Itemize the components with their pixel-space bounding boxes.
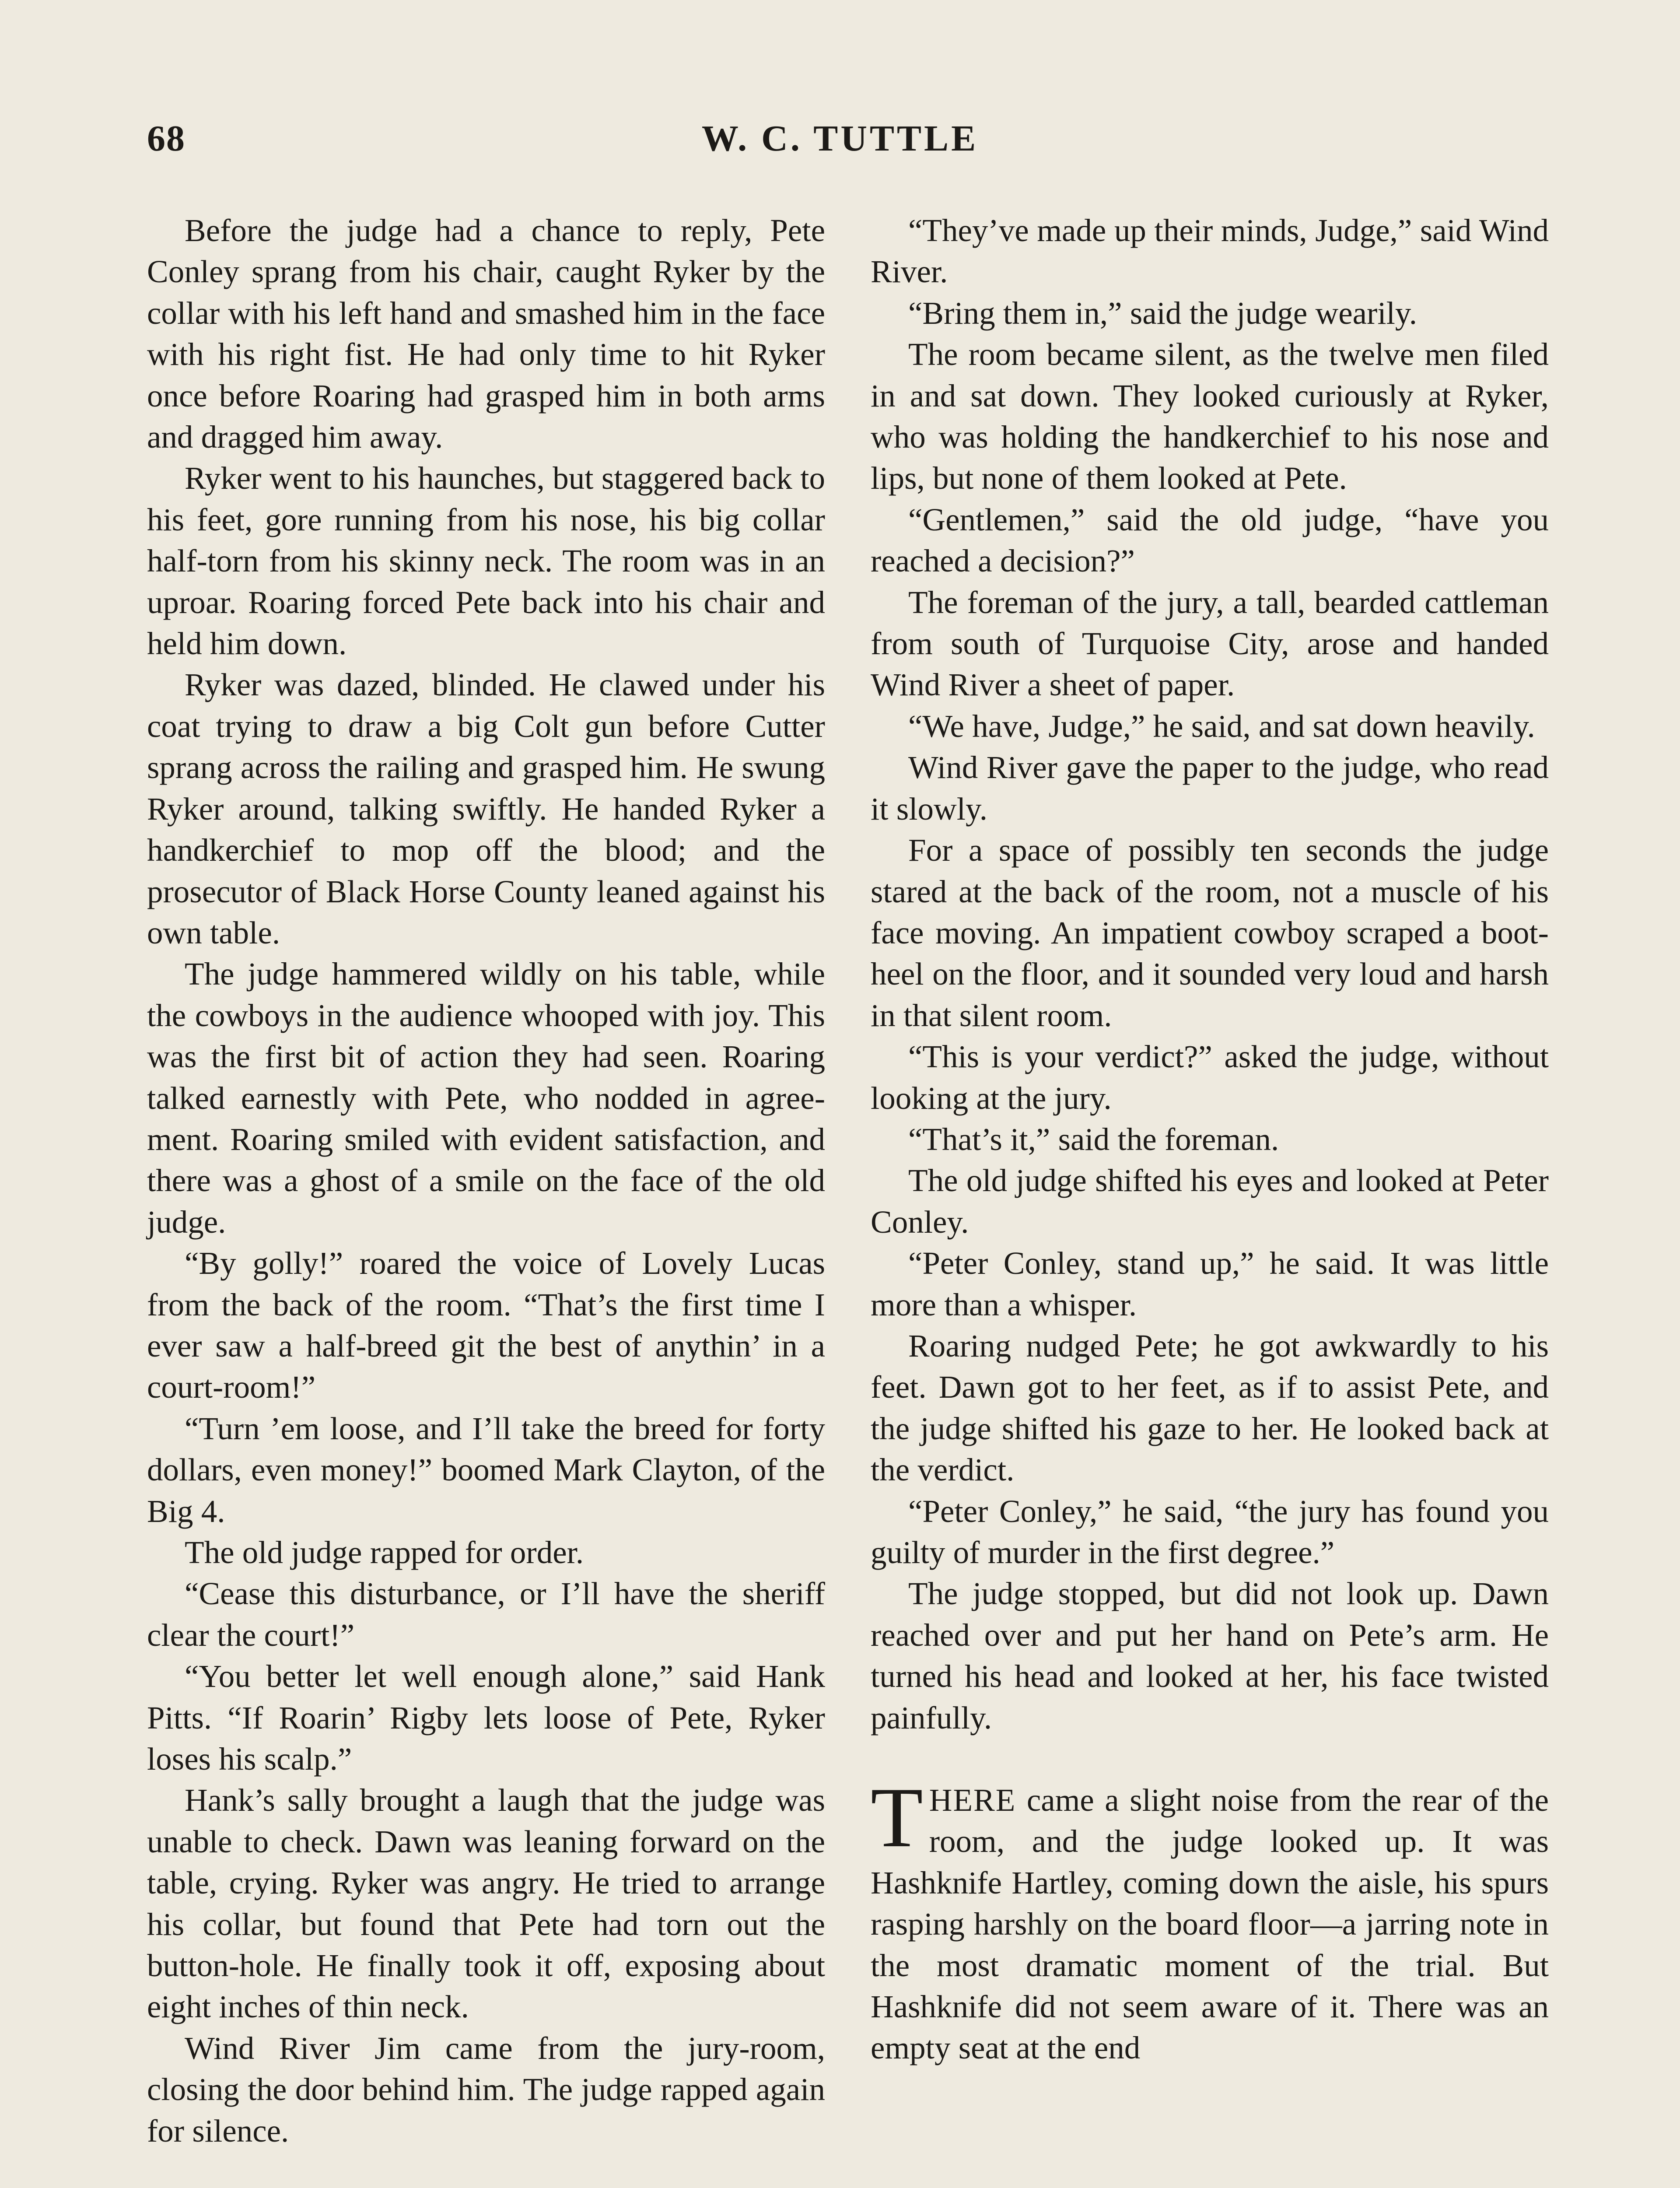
paragraph: Wind River gave the paper to the judge, who read it slowly. (871, 750, 1549, 827)
paragraph: “You better let well enough alone,” said Hank Pitts. “If Roarin’ Rigby lets loose of Pete, Ryker loses his scalp.” (147, 1659, 825, 1777)
paragraph: “Cease this disturbance, or I’ll have the sheriff clear the court!” (147, 1576, 825, 1653)
section-start-paragraph (871, 1770, 1549, 2069)
running-head: W. C. TUTTLE (701, 118, 979, 159)
paragraph: The judge hammered wildly on his table, while the cowboys in the audience whooped with joy. This was the first bit of action they had seen. Roaring talked earnestly with Pete, who nodded in agreement. Roaring smiled with evident satisfaction, and there was a ghost of a smile on the face of the old judge. (147, 956, 825, 1240)
left-column (147, 210, 825, 2152)
paragraph: “Turn ’em loose, and I’ll take the breed for forty dollars, even money!” boomed Mark Clayton, of the Big 4. (147, 1410, 825, 1529)
paragraph: “Peter Conley,” he said, “the jury has found you guilty of murder in the first degree.” (871, 1493, 1549, 1570)
paragraph: Wind River Jim came from the jury-room, closing the door behind him. The judge rapped again for silence. (147, 2030, 825, 2149)
paragraph: The judge stopped, but did not look up. Dawn reached over and put her hand on Pete’s arm. He turned his head and looked at her, his face twisted painfully. (871, 1576, 1549, 1736)
paragraph: “Gentlemen,” said the old judge, “have you reached a decision?” (871, 501, 1549, 579)
paragraph: Ryker went to his haunches, but staggered back to his feet, gore running from his nose, his big collar half-torn from his skinny neck. The room was in an uproar. Roaring forced Pete back into his chair and held him down. (147, 460, 825, 662)
paragraph: “Bring them in,” said the judge wearily. (908, 295, 1417, 331)
paragraph: “Peter Conley, stand up,” he said. It was little more than a whisper. (871, 1245, 1549, 1322)
paragraph: The foreman of the jury, a tall, bearded cattleman from south of Turquoise City, arose and handed Wind River a sheet of paper. (871, 584, 1549, 703)
paragraph: “They’ve made up their minds, Judge,” said Wind River. (871, 213, 1549, 290)
paragraph: For a space of possibly ten seconds the judge stared at the back of the room, not a muscle of his face moving. An impatient cowboy scraped a boot-heel on the floor, and it sounded very loud and harsh in that silent room. (871, 832, 1549, 1033)
drop-cap: T (871, 1770, 923, 1865)
paragraph: The old judge rapped for order. (185, 1535, 584, 1570)
paragraph: Hank’s sally brought a laugh that the judge was unable to check. Dawn was leaning forward on the table, crying. Ryker was angry. He tried to arrange his collar, but found that Pete had torn out the button-hole. He finally took it off, exposing about eight inches of thin neck. (147, 1782, 825, 2025)
paragraph: “By golly!” roared the voice of Lovely Lucas from the back of the room. “That’s the first time I ever saw a half-breed git the best of anythin’ in a court-room!” (147, 1245, 825, 1405)
paragraph: The old judge shifted his eyes and looked at Peter Conley. (871, 1163, 1549, 1240)
page-number: 68 (147, 118, 186, 159)
paragraph: Before the judge had a chance to reply, Pete Conley sprang from his chair, caught Ryker by the collar with his left hand and smashed him in the face with his right fist. He had only time to hit Ryker once before Roaring had grasped him in both arms and dragged him away. (147, 213, 825, 455)
small-caps-lead: HERE (929, 1782, 1016, 1818)
paragraph: “This is your verdict?” asked the judge, without looking at the jury. (871, 1039, 1549, 1116)
right-column (871, 210, 1549, 2069)
paragraph: Ryker was dazed, blinded. He clawed under his coat trying to draw a big Colt gun before Cutter sprang across the railing and grasped him. He swung Ryker around, talking swiftly. He handed Ryker a handkerchief to mop off the blood; and the prosecutor of Black Horse County leaned against his own table. (147, 667, 825, 950)
paragraph: “That’s it,” said the foreman. (908, 1121, 1279, 1157)
paragraph: The room became silent, as the twelve men filed in and sat down. They looked curiously at Ryker, who was holding the handkerchief to his nose and lips, but none of them looked at Pete. (871, 337, 1549, 496)
section-text: came a slight noise from the rear of the room, and the judge looked up. It was Hashknife Hartley, coming down the aisle, his spurs rasping harshly on the board floor—a jarring note in the most dramatic moment of the trial. But Hashknife did not seem aware of it. There was an empty seat at the end (871, 1782, 1549, 2066)
paragraph: “We have, Judge,” he said, and sat down heavily. (908, 708, 1535, 744)
paragraph: Roaring nudged Pete; he got awkwardly to his feet. Dawn got to her feet, as if to assist Pete, and the judge shifted his gaze to her. He looked back at the verdict. (871, 1328, 1549, 1488)
